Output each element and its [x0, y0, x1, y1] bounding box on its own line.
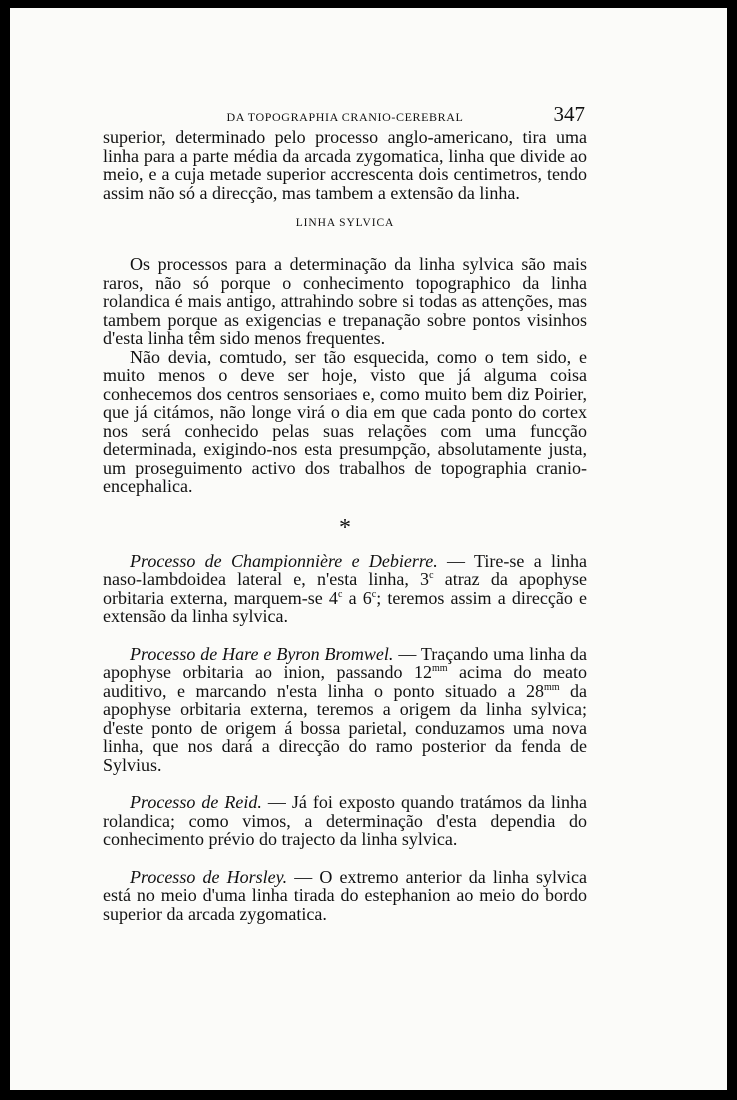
process-championniere	[103, 552, 587, 626]
section-separator: *	[339, 514, 351, 541]
process-text: — O extremo anterior da linha sylvica está no meio d'uma linha tirada do estephanion ao meio do bordo superior da arcada zygomatica.	[103, 866, 587, 924]
process-text: da apophyse orbitaria externa, teremos a origem da linha sylvica; d'este ponto de origem á bossa parietal, conduzamos uma nova linha, que nos dará a direcção do ramo posterior da fenda de Sylvius.	[103, 680, 587, 775]
page-content	[103, 100, 587, 923]
process-reid	[103, 793, 587, 849]
process-name: Processo de Horsley.	[130, 866, 288, 887]
body-paragraph-1: Os processos para a determinação da linha sylvica são mais raros, não só porque o conhecimento topographico da linha rolandica é mais antigo, attrahindo sobre si todas as attenções, mas tambem porque as exigencias e trepanação sobre pontos visinhos d'esta linha têm sido menos frequentes.	[103, 254, 587, 348]
section-title: LINHA SYLVICA	[295, 217, 395, 229]
process-horsley	[103, 868, 587, 924]
process-text: atraz da apophyse orbitaria externa, marquem-se 4	[103, 569, 588, 608]
process-name: Processo de Reid.	[130, 792, 262, 812]
superscript: c	[429, 570, 434, 581]
process-text: acima do meato auditivo, e marcando n'esta linha o ponto situado a 28	[103, 662, 587, 701]
process-name: Processo de Hare e Byron Bromwel.	[130, 643, 394, 664]
process-name: Processo de Championnière e Debierre.	[130, 550, 438, 571]
body-paragraph-2: Não devia, comtudo, ser tão esquecida, como o tem sido, e muito menos o deve ser hoje, visto que já alguma coisa conhecemos dos centros sensoriaes e, como muito bem diz Poirier, que já citámos, não longe virá o dia em que cada ponto do cortex nos será conhecido pelas suas relações com uma funcção determinada, exigindo-nos esta presumpção, absolutamente justa, um proseguimento activo dos trabalhos de topographia cranio-encephalica.	[103, 346, 587, 496]
book-page	[10, 8, 727, 1090]
intro-paragraph: superior, determinado pelo processo anglo-americano, tira uma linha para a parte média da arcada zygomatica, linha que divide ao meio, e a cuja metade superior accrescenta dois centimetros, tendo assim não só a direcção, mas tambem a extensão da linha.	[103, 127, 587, 203]
process-text: — Tire-se a linha naso-lambdoidea lateral e, n'esta linha, 3	[103, 550, 587, 589]
running-title: DA TOPOGRAPHIA CRANIO-CEREBRAL	[226, 110, 464, 124]
superscript: mm	[431, 663, 448, 674]
superscript: mm	[543, 681, 560, 693]
process-text: — Traçando uma linha da apophyse orbitaria ao inion, passando 12	[103, 643, 587, 682]
process-text: a 6	[342, 587, 372, 608]
process-text: — Já foi exposto quando tratámos da linha rolandica; como vimos, a determinação d'esta dependia do conhecimento prévio do trajecto da linha sylvica.	[103, 792, 588, 849]
superscript: c	[371, 588, 377, 600]
process-hare	[103, 645, 587, 775]
running-head	[103, 100, 587, 124]
superscript: c	[337, 588, 343, 600]
process-text: ; teremos assim a direcção e extensão da linha sylvica.	[103, 587, 587, 626]
page-number: 347	[553, 102, 585, 126]
